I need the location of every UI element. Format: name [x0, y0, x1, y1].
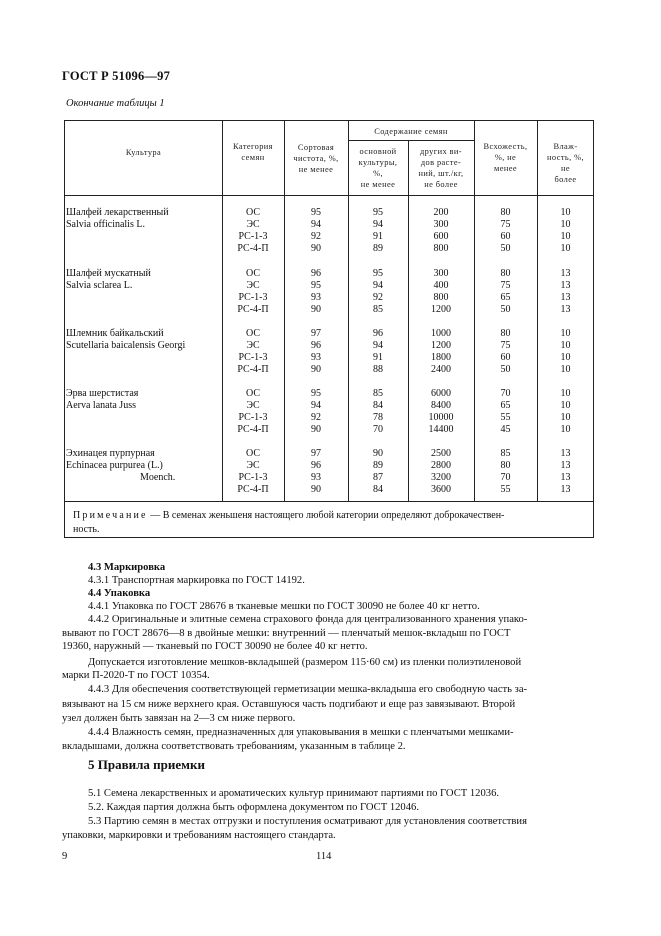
table-cell: 88 [373, 364, 383, 375]
table-cell: 87 [373, 472, 383, 483]
table-cell: ЭС [246, 340, 260, 351]
para-4-4-1: 4.4.1 Упаковка по ГОСТ 28676 в тканевые мешки по ГОСТ 30090 не более 40 кг нетто. [88, 601, 480, 612]
table-cell: 96 [311, 340, 321, 351]
table-cell: 80 [500, 460, 511, 471]
table-cell: ОС [245, 268, 260, 279]
table-cell: 55 [500, 484, 511, 495]
table-cell: РС-1-3 [238, 292, 268, 303]
table-cell: 13 [560, 448, 571, 459]
culture-name-line: Эхинацея пурпурная [66, 448, 155, 459]
table-cell: 93 [311, 472, 321, 483]
table-cell: 95 [373, 268, 383, 279]
table-cell: ОС [245, 388, 260, 399]
table-cell: 50 [500, 304, 511, 315]
table-cell: РС-4-П [237, 304, 269, 315]
table-cell: 84 [373, 484, 383, 495]
table-cell: 94 [373, 340, 383, 351]
table-cell: ЭС [246, 219, 260, 230]
center-page-number: 114 [316, 851, 332, 862]
table-cell: 84 [373, 400, 383, 411]
para-4-3-1: 4.3.1 Транспортная маркировка по ГОСТ 14192. [88, 575, 305, 586]
table-cell: ЭС [246, 400, 260, 411]
table-cell: 94 [373, 280, 383, 291]
col-header-germination: Всхожесть, %, не менее [483, 142, 528, 173]
heading-4-4: 4.4 Упаковка [88, 588, 151, 599]
table-cell: 10000 [428, 412, 454, 423]
table-cell: 90 [311, 243, 321, 254]
table-cell: 89 [373, 460, 383, 471]
table-cell: 91 [373, 231, 383, 242]
table-cell: 60 [500, 231, 511, 242]
para-5-3-line1: 5.3 Партию семян в местах отгрузки и поступления осматривают для установления соответствия [88, 816, 527, 827]
table-cell: 94 [311, 219, 321, 230]
para-allowed-line2: марки П-2020-Т по ГОСТ 10354. [62, 670, 210, 681]
table-cell: 1800 [431, 352, 451, 363]
table-cell: 800 [433, 243, 449, 254]
table-cell: 65 [500, 292, 511, 303]
para-4-4-4-line1: 4.4.4 Влажность семян, предназначенных для упаковывания в мешки с пленчатыми мешками- [88, 727, 514, 738]
para-allowed-line1: Допускается изготовление мешков-вкладышей (размером 115·60 см) из пленки полиэтиленовой [88, 657, 522, 668]
table-cell: 6000 [431, 388, 451, 399]
table-cell: 90 [311, 484, 321, 495]
para-4-4-2-line2: вывают по ГОСТ 28676—8 в двойные мешки: внутренний — пленчатый мешок-вкладыш по ГОСТ [62, 628, 511, 639]
table-cell: 10 [560, 231, 571, 242]
col-header-category: Категория семян [233, 142, 273, 162]
table-cell: РС-4-П [237, 484, 269, 495]
table-cell: 95 [311, 207, 321, 218]
table-cell: 10 [560, 243, 571, 254]
table-cell: 95 [311, 388, 321, 399]
table-cell: 97 [311, 448, 321, 459]
table-cell: 13 [560, 292, 571, 303]
table-cell: РС-1-3 [238, 231, 268, 242]
table-cell: 65 [500, 400, 511, 411]
para-5-3-line2: упаковки, маркировки и требованиям настоящего стандарта. [62, 830, 336, 841]
table-cell: 3600 [431, 484, 451, 495]
table-cell: 50 [500, 243, 511, 254]
table-cell: 13 [560, 304, 571, 315]
para-4-4-3-line1: 4.4.3 Для обеспечения соответствующей герметизации мешка-вкладыша его свободную часть за- [88, 684, 528, 695]
table-cell: 600 [433, 231, 449, 242]
table-cell: ЭС [246, 460, 260, 471]
table-cell: 45 [500, 424, 511, 435]
table-cell: 78 [373, 412, 383, 423]
culture-name-line: Salvia officinalis L. [66, 219, 145, 230]
table-cell: ОС [245, 207, 260, 218]
table-cell: 94 [373, 219, 383, 230]
table-cell: 75 [500, 219, 511, 230]
document-header: ГОСТ Р 51096—97 [62, 69, 171, 83]
table-cell: 14400 [428, 424, 454, 435]
table-cell: 80 [500, 328, 511, 339]
table-cell: 55 [500, 412, 511, 423]
table-cell: 96 [311, 268, 321, 279]
table-cell: 70 [373, 424, 383, 435]
table-cell: 96 [373, 328, 383, 339]
table-cell: 1000 [431, 328, 451, 339]
culture-name-line: Scutellaria baicalensis Georgi [66, 340, 186, 351]
table-cell: 10 [560, 328, 571, 339]
table-cell: 85 [373, 304, 383, 315]
table-cell: 90 [311, 364, 321, 375]
col-header-other-species: других ви- дов расте- ний, шт./кг, не более [418, 147, 464, 189]
table-cell: 70 [500, 388, 511, 399]
table-cell: 200 [433, 207, 449, 218]
table-cell: 91 [373, 352, 383, 363]
table-cell: 80 [500, 207, 511, 218]
table-cell: 90 [373, 448, 383, 459]
culture-name-line: Шалфей лекарственный [66, 207, 169, 218]
table-cell: 93 [311, 352, 321, 363]
table-cell: 2800 [431, 460, 451, 471]
para-5-1: 5.1 Семена лекарственных и ароматических культур принимают партиями по ГОСТ 12036. [88, 788, 500, 799]
table-cell: 1200 [431, 304, 451, 315]
table-cell: 92 [311, 231, 321, 242]
table-cell: 8400 [431, 400, 451, 411]
table-cell: 89 [373, 243, 383, 254]
para-4-4-4-line2: вкладышами, должна соответствовать требованиям, указанным в таблице 2. [62, 741, 406, 752]
note-text-continued: ность. [73, 523, 100, 535]
table-cell: 10 [560, 219, 571, 230]
section-5-title: 5 Правила приемки [88, 757, 205, 772]
table-cell: 1200 [431, 340, 451, 351]
table-cell: 2400 [431, 364, 451, 375]
table-cell: РС-1-3 [238, 472, 268, 483]
table-cell: 75 [500, 340, 511, 351]
table-cell: 13 [560, 460, 571, 471]
col-header-moisture: Влаж- ность, %, не более [547, 142, 584, 184]
heading-4-3: 4.3 Маркировка [88, 562, 166, 573]
table-cell: 10 [560, 424, 571, 435]
table-cell: 92 [311, 412, 321, 423]
para-5-2: 5.2. Каждая партия должна быть оформлена документом по ГОСТ 12046. [88, 802, 419, 813]
table-cell: 85 [500, 448, 511, 459]
table-cell: 800 [433, 292, 449, 303]
table-cell: 2500 [431, 448, 451, 459]
table-cell: ЭС [246, 280, 260, 291]
table-cell: 80 [500, 268, 511, 279]
culture-name-line: Aerva lanata Juss [66, 400, 136, 411]
table-cell: 10 [560, 400, 571, 411]
table-cell: 10 [560, 388, 571, 399]
table-cell: ОС [245, 328, 260, 339]
table-cell: 96 [311, 460, 321, 471]
col-header-content-group: Содержание семян [374, 127, 448, 136]
table-cell: 300 [433, 219, 449, 230]
culture-name-line: Salvia sclarea L. [66, 280, 133, 291]
table-cell: РС-4-П [237, 424, 269, 435]
note-text: — В семенах женьшеня настоящего любой категории определяют доброкачествен- [147, 510, 505, 521]
table-cell: 93 [311, 292, 321, 303]
table-cell: 13 [560, 472, 571, 483]
table-cell: 85 [373, 388, 383, 399]
table-cell: 95 [373, 207, 383, 218]
table-note [73, 509, 587, 536]
table-cell: РС-1-3 [238, 412, 268, 423]
table-cell: РС-1-3 [238, 352, 268, 363]
culture-name-line: Moench. [140, 472, 176, 483]
note-label: Примечание [73, 510, 148, 521]
col-header-purity: Сортовая чистота, %, не менее [293, 143, 339, 174]
culture-name-line: Шлемник байкальский [66, 328, 164, 339]
table-cell: 75 [500, 280, 511, 291]
table-cell: 97 [311, 328, 321, 339]
table-cell: 13 [560, 268, 571, 279]
table-cell: 50 [500, 364, 511, 375]
culture-name-line: Шалфей мускатный [66, 268, 151, 279]
col-header-culture: Культура [125, 148, 162, 157]
table-cell: 10 [560, 340, 571, 351]
culture-name-line: Echinacea purpurea (L.) [66, 460, 163, 471]
table-cell: 95 [311, 280, 321, 291]
table-cell: 300 [433, 268, 449, 279]
table-cell: 10 [560, 412, 571, 423]
table-cell: 90 [311, 304, 321, 315]
table-cell: ОС [245, 448, 260, 459]
table-continuation-caption: Окончание таблицы 1 [66, 98, 165, 109]
table-cell: 10 [560, 207, 571, 218]
table-cell: 400 [433, 280, 449, 291]
table-cell: 94 [311, 400, 321, 411]
table-cell: 13 [560, 484, 571, 495]
table-cell: РС-4-П [237, 243, 269, 254]
para-4-4-2-line3: 19360, наружный — тканевый по ГОСТ 30090 не более 40 кг нетто. [62, 641, 368, 652]
table-cell: 10 [560, 364, 571, 375]
table-cell: 60 [500, 352, 511, 363]
col-header-main-crop: основной культуры, %, не менее [358, 147, 398, 189]
table-cell: 13 [560, 280, 571, 291]
para-4-4-3-line2: вязывают на 15 см ниже верхнего края. Оставшуюся часть подгибают и еще раз завязывают. Второй [62, 699, 516, 710]
table-cell: 92 [373, 292, 383, 303]
table-cell: 90 [311, 424, 321, 435]
page-number: 9 [62, 851, 68, 862]
para-4-4-2-line1: 4.4.2 Оригинальные и элитные семена страхового фонда для централизованного хранения упако- [88, 614, 528, 625]
para-4-4-3-line3: узел должен быть завязан на 2—3 см ниже первого. [62, 713, 296, 724]
culture-name-line: Эрва шерстистая [66, 388, 139, 399]
table-cell: РС-4-П [237, 364, 269, 375]
table-cell: 10 [560, 352, 571, 363]
table-cell: 3200 [431, 472, 451, 483]
table-cell: 70 [500, 472, 511, 483]
